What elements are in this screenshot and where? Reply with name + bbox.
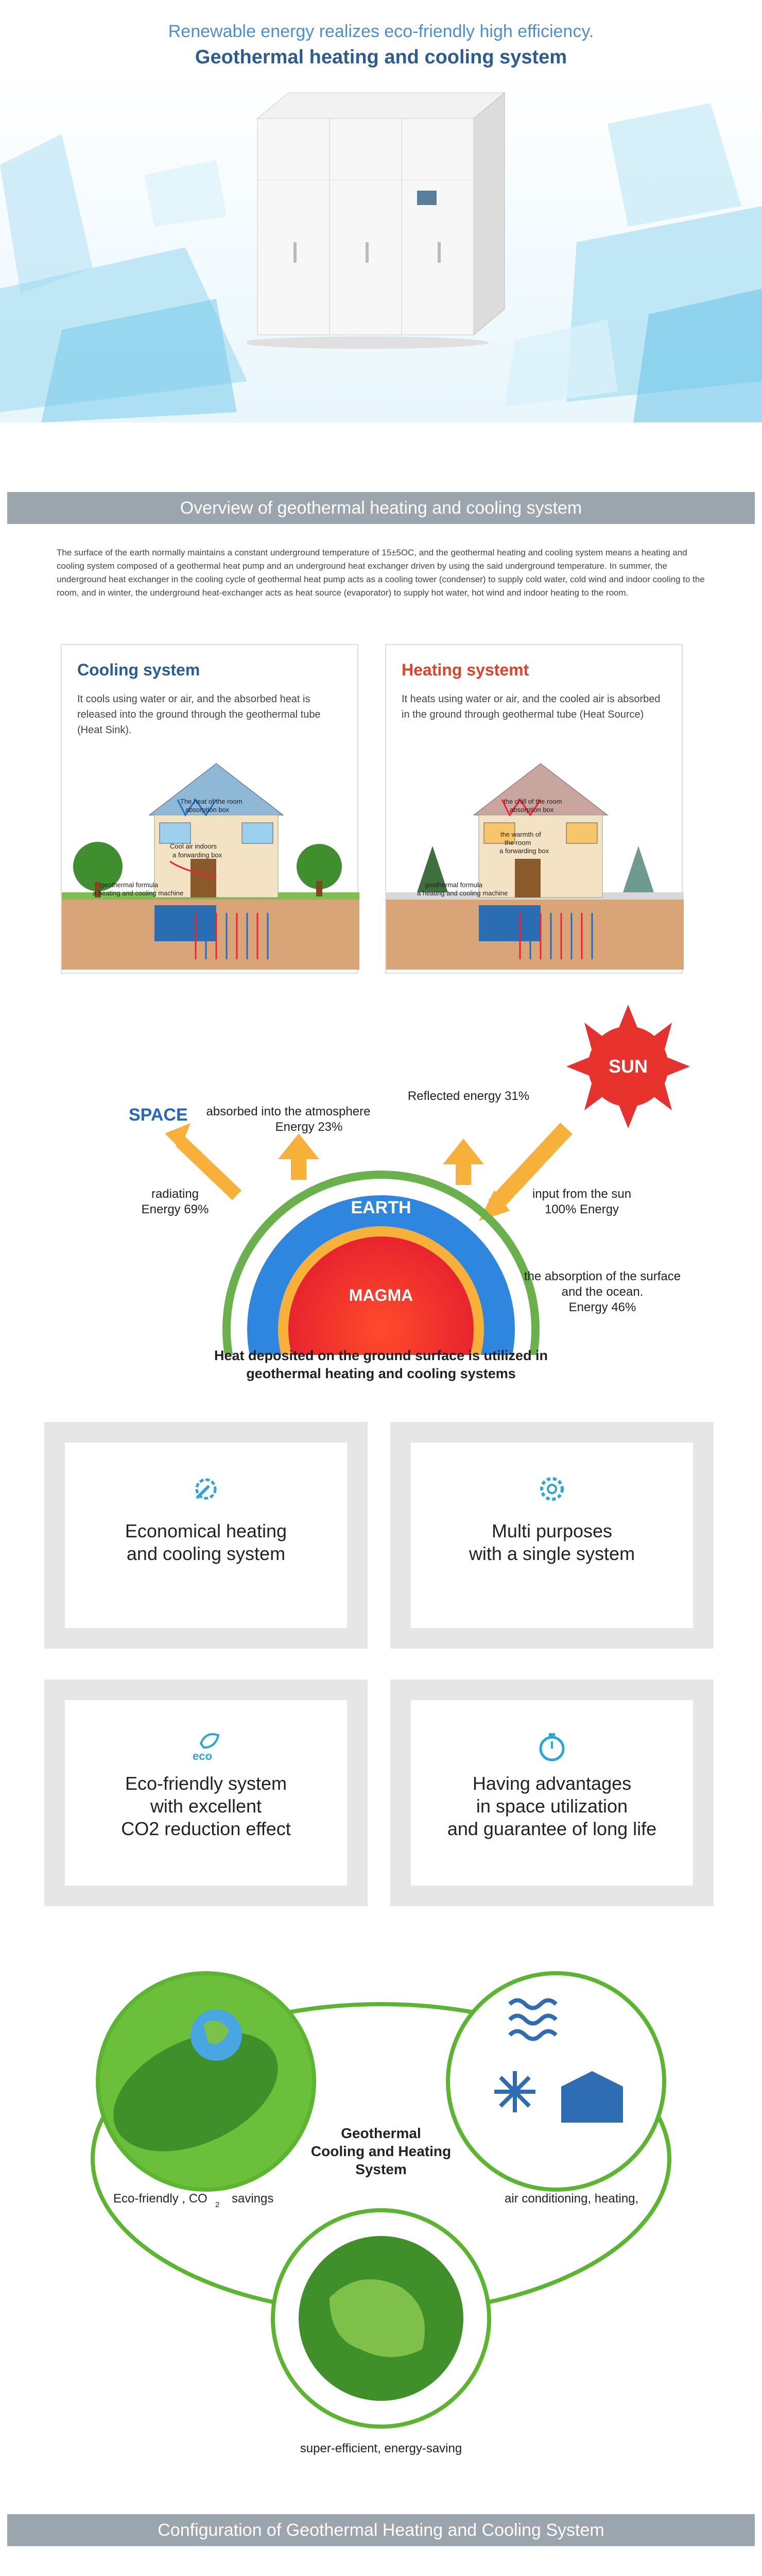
heating-label-7: a heating and cooling machine bbox=[417, 889, 508, 897]
heating-label-1: the chill of the room bbox=[504, 798, 562, 805]
svg-text:eco: eco bbox=[193, 1750, 212, 1762]
heat-pump-cabinet-image bbox=[247, 88, 515, 355]
left-benefit-label-end: savings bbox=[232, 2192, 274, 2206]
heating-house-illustration bbox=[386, 743, 684, 970]
cooling-label-1: The heat of the room bbox=[180, 798, 243, 805]
absorption-label-1: the absorption of the surface bbox=[524, 1269, 681, 1283]
overview-heading: Overview of geothermal heating and cooling system bbox=[7, 492, 755, 524]
sun-input-label: input from the sun bbox=[532, 1187, 632, 1201]
bottom-benefit-label: super-efficient, energy-saving bbox=[300, 2442, 462, 2455]
heating-label-2: absorption box bbox=[510, 806, 554, 814]
energy-caption-1: Heat deposited on the ground surface is utilized in bbox=[214, 1348, 548, 1363]
absorbed-atmosphere-value: Energy 23% bbox=[275, 1120, 343, 1134]
feature-2-line-1: Multi purposes bbox=[491, 1520, 613, 1541]
heating-label-3: the warmth of bbox=[500, 831, 541, 838]
sun-label: SUN bbox=[608, 1056, 648, 1077]
absorption-label-3: Energy 46% bbox=[568, 1300, 636, 1314]
stopwatch-icon bbox=[536, 1731, 567, 1762]
feature-3-line-3: CO2 reduction effect bbox=[121, 1818, 291, 1839]
earth-energy-diagram bbox=[0, 994, 762, 1406]
feature-4-line-2: in space utilization bbox=[476, 1795, 628, 1817]
feature-4-line-1: Having advantages bbox=[472, 1773, 632, 1794]
heating-label-5: a forwarding box bbox=[499, 847, 549, 855]
feature-multi-purpose bbox=[390, 1422, 714, 1649]
cooling-house-illustration bbox=[62, 743, 359, 970]
magma-label: MAGMA bbox=[349, 1286, 413, 1304]
reflected-arrow bbox=[443, 1139, 484, 1164]
heating-label-6: geothermal formula bbox=[425, 881, 482, 889]
cooling-label-6: a heating and cooling machine bbox=[93, 889, 184, 897]
hero-subtitle: Renewable energy realizes eco-friendly high efficiency. bbox=[168, 22, 594, 41]
cooling-label-5: geothermal formula bbox=[100, 881, 158, 889]
cooling-label-4: a forwarding box bbox=[172, 851, 222, 859]
feature-1-line-1: Economical heating bbox=[125, 1520, 287, 1541]
cooling-label-2: absorption box bbox=[185, 806, 230, 814]
feature-eco-friendly bbox=[44, 1680, 368, 1906]
heating-title: Heating systemt bbox=[402, 660, 529, 679]
cooling-label-3: Cool air indoors bbox=[170, 842, 217, 850]
cooling-card bbox=[61, 644, 358, 974]
heating-text: It heats using water or air, and the cooled air is absorbed in the ground through geothermal tube (Heat Source) bbox=[402, 693, 661, 720]
heating-card bbox=[385, 644, 683, 974]
overview-body: The surface of the earth normally maintains a constant underground temperature of 15±5OC, and the geothermal heating and cooling system means a heating and cooling system composed of a geothermal heat pump and an underground heat exchanger driven by using the said underground temperature. In summer, the underground heat exchanger in the cooling cycle of geothermal heat pump acts as a cooling tower (condenser) to supply cold water, cold wind and indoor cooling to the room, and in winter, the underground heat-exchanger acts as heat source (evaporator) to supply hot water, hot wind and indoor heating to the room. bbox=[57, 548, 705, 598]
absorbed-arrow bbox=[278, 1133, 319, 1159]
hero-section bbox=[0, 0, 762, 422]
cooling-text: It cools using water or air, and the absorbed heat is released into the ground through the geothermal tube (Heat Sink). bbox=[77, 693, 321, 736]
right-benefit-label: air conditioning, heating, bbox=[505, 2192, 639, 2206]
sun-input-value: 100% Energy bbox=[544, 1202, 619, 1216]
left-benefit-label: Eco-friendly , CO bbox=[113, 2192, 207, 2206]
feature-1-line-2: and cooling system bbox=[126, 1543, 286, 1564]
absorption-label-2: and the ocean. bbox=[561, 1285, 644, 1299]
space-label: SPACE bbox=[129, 1105, 188, 1125]
cooling-title: Cooling system bbox=[77, 660, 200, 679]
center-label-1: Geothermal bbox=[341, 2125, 421, 2141]
wrench-gear-icon bbox=[190, 1473, 221, 1504]
eco-leaf-icon bbox=[190, 1731, 221, 1762]
center-label-2: Cooling and Heating bbox=[310, 2143, 452, 2159]
left-benefit-subscript: 2 bbox=[215, 2200, 220, 2209]
energy-caption-2: geothermal heating and cooling systems bbox=[246, 1366, 516, 1381]
feature-economical bbox=[44, 1422, 368, 1649]
radiating-value: Energy 69% bbox=[141, 1202, 209, 1216]
gear-icon bbox=[536, 1473, 567, 1504]
feature-long-life bbox=[390, 1680, 714, 1906]
benefits-circle-diagram bbox=[0, 1937, 762, 2468]
reflected-energy-label: Reflected energy 31% bbox=[407, 1089, 530, 1103]
earth-label: EARTH bbox=[351, 1198, 411, 1217]
center-label-3: System bbox=[355, 2161, 407, 2177]
feature-3-line-2: with excellent bbox=[150, 1795, 262, 1817]
feature-4-line-3: and guarantee of long life bbox=[447, 1818, 657, 1839]
feature-3-line-1: Eco-friendly system bbox=[125, 1773, 287, 1794]
snowflake-icon bbox=[494, 2071, 535, 2112]
absorbed-atmosphere-label: absorbed into the atmosphere bbox=[206, 1105, 371, 1118]
feature-2-line-2: with a single system bbox=[469, 1543, 635, 1564]
heating-label-4: the room bbox=[505, 839, 531, 846]
radiating-label: radiating bbox=[151, 1187, 199, 1201]
config-heading: Configuration of Geothermal Heating and Cooling System bbox=[7, 2514, 755, 2546]
hero-title: Geothermal heating and cooling system bbox=[195, 46, 567, 68]
